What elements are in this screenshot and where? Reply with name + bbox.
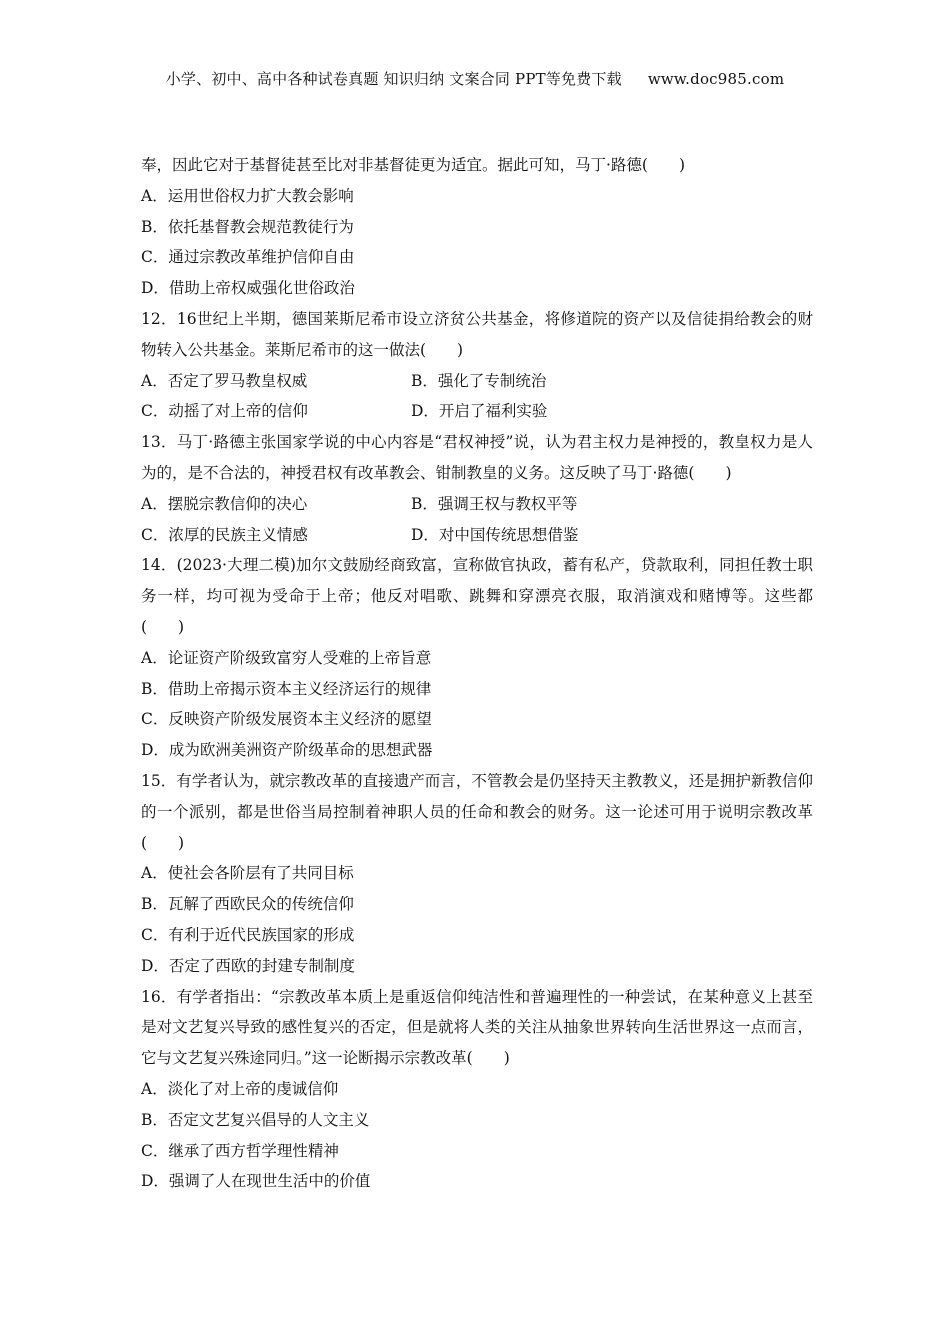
q15-option-c: C．有利于近代民族国家的形成 [141,925,355,944]
q12-stem: 12．16世纪上半期，德国莱斯尼希市设立济贫公共基金，将修道院的资产以及信徒捐给教会的财物转入公共基金。莱斯尼希市的这一做法( ) [141,309,813,359]
q15-option-d: D．否定了西欧的封建专制制度 [141,956,355,975]
q16-option-b: B．否定文艺复兴倡导的人文主义 [141,1110,370,1129]
q16-stem: 16．有学者指出：“宗教改革本质上是重返信仰纯洁性和普遍理性的一种尝试，在某种意义上甚至是对文艺复兴导致的感性复兴的否定，但是就将人类的关注从抽象世界转向生活世界这一点而言，它与文艺复兴殊途同归。”这一论断揭示宗教改革( ) [141,987,813,1068]
q13-options-row-2 [141,520,813,551]
q12-option-c: C．动摇了对上帝的信仰 [141,402,308,421]
q14-option-d: D．成为欧洲美洲资产阶级革命的思想武器 [141,741,433,760]
q13-option-d: D．对中国传统思想借鉴 [411,525,579,544]
header-banner: 小学、初中、高中各种试卷真题 知识归纳 文案合同 PPT等免费下载 [165,70,622,88]
q15-stem: 15．有学者认为，就宗教改革的直接遗产而言，不管教会是仍坚持天主教教义，还是拥护新教信仰的一个派别，都是世俗当局控制着神职人员的任命和教会的财务。这一论述可用于说明宗教改革( ) [141,771,813,852]
q13-stem: 13．马丁·路德主张国家学说的中心内容是“君权神授”说，认为君主权力是神授的，教皇权力是人为的，是不合法的，神授君权有改革教会、钳制教皇的义务。这反映了马丁·路德( ) [141,433,813,482]
q13-option-a: A．摆脱宗教信仰的决心 [141,494,308,513]
q11-option-d: D．借助上帝权威强化世俗政治 [141,279,355,298]
q16-option-d: D．强调了人在现世生活中的价值 [141,1172,371,1191]
q14-option-a: A．论证资产阶级致富穷人受难的上帝旨意 [141,648,432,667]
q16-option-c: C．继承了西方哲学理性精神 [141,1141,339,1160]
q14-option-c: C．反映资产阶级发展资本主义经济的愿望 [141,710,432,729]
q15-option-a: A．使社会各阶层有了共同目标 [141,864,354,883]
q11-option-b: B．依托基督教会规范教徒行为 [141,217,354,236]
q16-option-a: A．淡化了对上帝的虔诚信仰 [141,1079,339,1098]
q13-option-c: C．浓厚的民族主义情感 [141,525,308,544]
q15-option-b: B．瓦解了西欧民众的传统信仰 [141,895,354,914]
q11-option-a: A．运用世俗权力扩大教会影响 [141,186,354,205]
q12-options-row-1 [141,366,813,397]
header-site-url: www.doc985.com [647,70,785,88]
q12-options-row-2 [141,396,813,427]
q12-option-a: A．否定了罗马教皇权威 [141,371,308,390]
q12-option-d: D．开启了福利实验 [411,402,548,421]
page-header [0,68,950,89]
q14-option-b: B．借助上帝揭示资本主义经济运行的规律 [141,679,432,698]
q11-stem-tail: 奉，因此它对于基督徒甚至比对非基督徒更为适宜。据此可知，马丁·路德( ) [141,156,686,174]
q11-option-c: C．通过宗教改革维护信仰自由 [141,248,355,267]
q14-stem: 14．(2023·大理二模)加尔文鼓励经商致富，宣称做官执政，蓄有私产，贷款取利，同担任教士职务一样，均可视为受命于上帝；他反对唱歌、跳舞和穿漂亮衣服，取消演戏和赌博等。这些都( ) [141,556,813,636]
q13-options-row-1 [141,489,813,520]
q12-option-b: B．强化了专制统治 [411,371,547,390]
question-content [141,150,813,1197]
q13-option-b: B．强调王权与教权平等 [411,494,578,513]
